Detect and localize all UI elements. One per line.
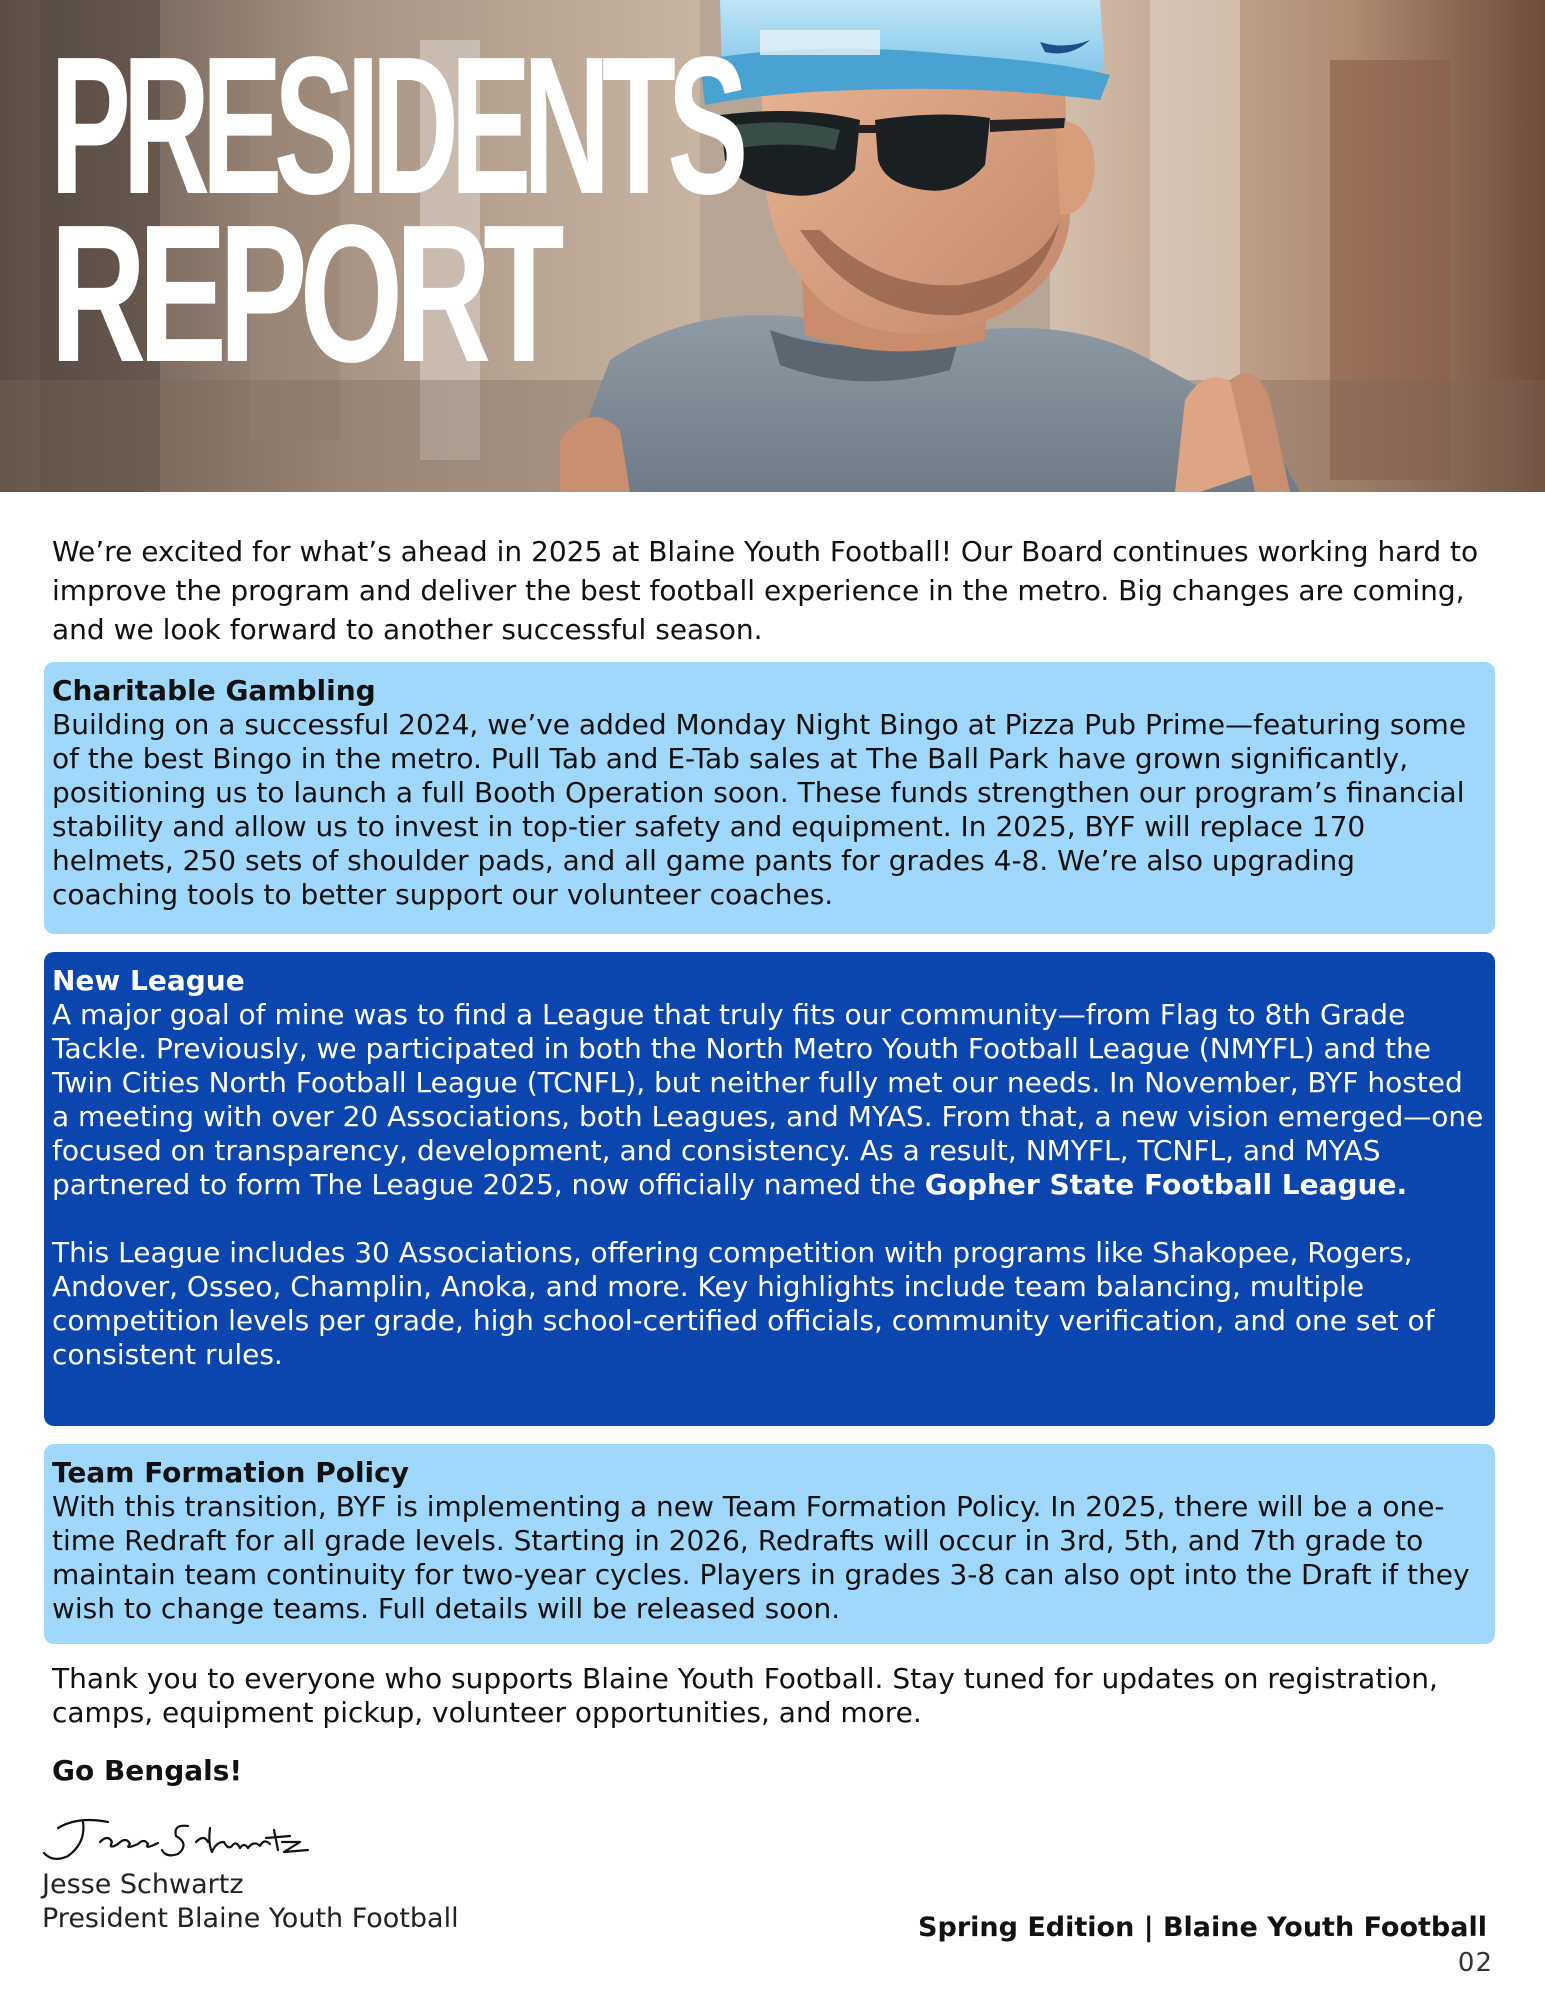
page-number: 02: [1457, 1948, 1493, 1978]
title-line-report: REPORT: [50, 184, 557, 403]
closing-paragraph: Thank you to everyone who supports Blaine Youth Football. Stay tuned for updates on registration, camps, equipment pickup, volunteer opportunities, and more.: [52, 1662, 1438, 1729]
section-body: [52, 998, 1487, 1202]
signature-icon: [38, 1808, 318, 1868]
hero-banner: [0, 0, 1545, 492]
section-title: Team Formation Policy: [52, 1456, 409, 1489]
signature-title: President Blaine Youth Football: [42, 1903, 459, 1934]
title-line-presidents: PRESIDENTS: [50, 16, 740, 235]
section-body: With this transition, BYF is implementing a new Team Formation Policy. In 2025, there will be a one-time Redraft for all grade levels. Starting in 2026, Redrafts will occur in 3rd, 5th, and 7th grade to maintain team continuity for two-year cycles. Players in grades 3-8 can also opt into the Draft if they wish to change teams. Full details will be released soon.: [52, 1490, 1470, 1625]
section-body: Building on a successful 2024, we’ve added Monday Night Bingo at Pizza Pub Prime—featuring some of the best Bingo in the metro. Pull Tab and E-Tab sales at The Ball Park have grown significantly, positioning us to launch a full Booth Operation soon. These funds strengthen our program’s financial stability and allow us to invest in top-tier safety and equipment. In 2025, BYF will replace 170 helmets, 250 sets of shoulder pads, and all game pants for grades 4-8. We’re also upgrading coaching tools to better support our volunteer coaches.: [52, 708, 1467, 911]
section-title: New League: [52, 964, 245, 997]
footer-edition: Spring Edition | Blaine Youth Football: [918, 1912, 1487, 1943]
section-title: Charitable Gambling: [52, 674, 376, 707]
section-charitable-gambling: [44, 662, 1495, 934]
section-body-text: A major goal of mine was to find a League that truly fits our community—from Flag to 8th Grade Tackle. Previously, we participated in both the North Metro Youth Football League (NMYFL) and the Twin Cities North Football League (TCNFL), but neither fully met our needs. In November, BYF hosted a meeting with over 20 Associations, both Leagues, and MYAS. From that, a new vision emerged—one focused on transparency, development, and consistency. As a result, NMYFL, TCNFL, and MYAS partnered to form The League 2025, now officially named the: [52, 998, 1484, 1201]
section-new-league: [44, 952, 1495, 1426]
signature-name: Jesse Schwartz: [42, 1869, 244, 1900]
sign-off: Go Bengals!: [52, 1754, 243, 1787]
page-title: [50, 16, 1162, 403]
section-team-formation-policy: [44, 1444, 1495, 1644]
league-name-highlight: Gopher State Football League.: [924, 1168, 1408, 1201]
section-body-second: This League includes 30 Associations, offering competition with programs like Shakopee, Rogers, Andover, Osseo, Champlin, Anoka, and more. Key highlights include team balancing, multiple competition levels per grade, high school-certified officials, community verification, and one set of consistent rules.: [52, 1236, 1435, 1371]
intro-paragraph: We’re excited for what’s ahead in 2025 at Blaine Youth Football! Our Board continues working hard to improve the program and deliver the best football experience in the metro. Big changes are coming, and we look forward to another successful season.: [52, 535, 1479, 646]
